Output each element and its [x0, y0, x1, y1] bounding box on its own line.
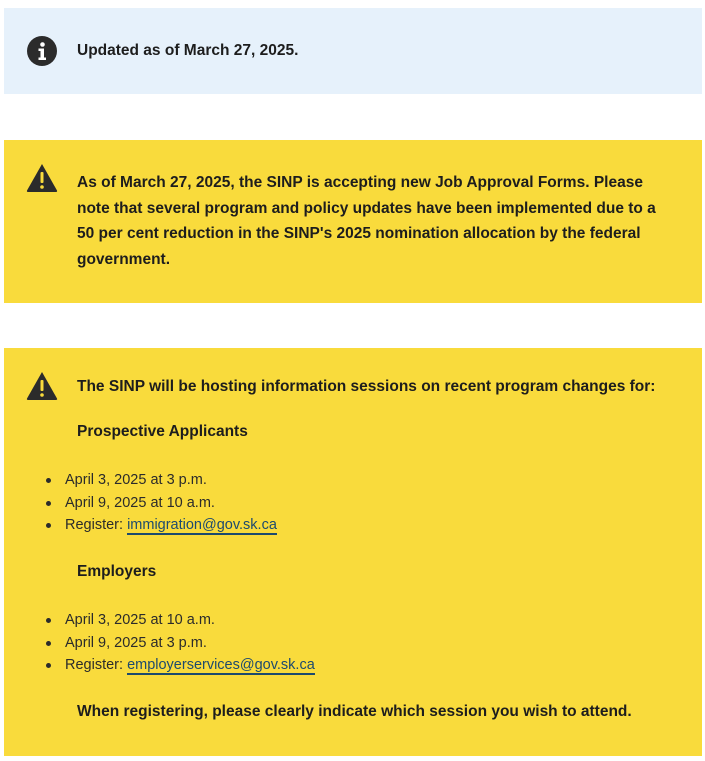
- immigration-email-link[interactable]: immigration@gov.sk.ca: [127, 517, 277, 534]
- prospective-sessions-list: [46, 469, 277, 537]
- warning-alert-text: As of March 27, 2025, the SINP is accepting new Job Approval Forms. Please note that several program and policy updates have been implemented due to a 50 per cent reduction in the SINP's 2025 nomination allocation by the federal government.: [77, 174, 656, 268]
- info-circle-icon: [26, 35, 58, 67]
- warning-alert-info-sessions: [4, 348, 702, 756]
- info-alert: [4, 8, 702, 94]
- employer-sessions-list: [46, 609, 315, 677]
- list-item: April 3, 2025 at 3 p.m.: [46, 469, 277, 492]
- register-label: Register:: [65, 657, 128, 674]
- warning-alert-job-approval: [4, 140, 702, 303]
- warning-triangle-icon: [26, 162, 58, 194]
- list-item: April 9, 2025 at 10 a.m.: [46, 492, 277, 515]
- employers-heading: Employers: [77, 563, 157, 580]
- warning-triangle-icon: [26, 370, 58, 402]
- register-label: Register:: [65, 517, 128, 534]
- registration-note: When registering, please clearly indicate which session you wish to attend.: [77, 703, 632, 720]
- prospective-applicants-heading: Prospective Applicants: [77, 423, 248, 440]
- list-item: April 9, 2025 at 3 p.m.: [46, 632, 315, 655]
- info-sessions-lead: The SINP will be hosting information sessions on recent program changes for:: [77, 378, 656, 395]
- list-item: [46, 514, 277, 537]
- list-item: [46, 654, 315, 677]
- employerservices-email-link[interactable]: employerservices@gov.sk.ca: [127, 657, 315, 674]
- list-item: April 3, 2025 at 10 a.m.: [46, 609, 315, 632]
- info-alert-text: Updated as of March 27, 2025.: [77, 42, 299, 59]
